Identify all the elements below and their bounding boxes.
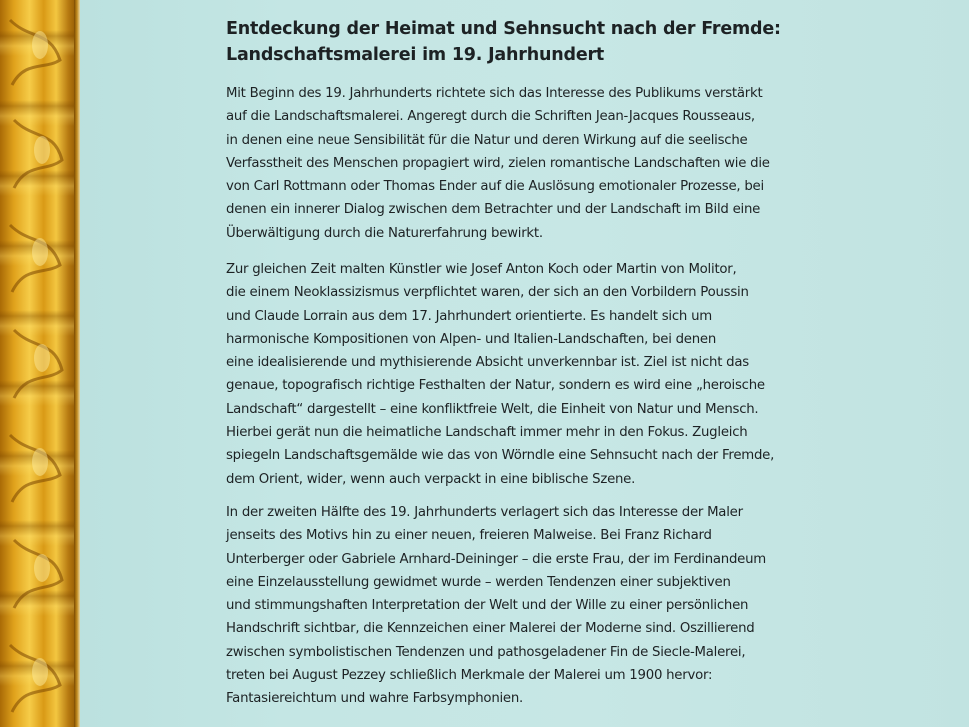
text-line: genaue, topografisch richtige Festhalten der Natur, sondern es wird eine „heroische (226, 378, 765, 394)
text-line: Landschaft“ dargestellt – eine konfliktfreie Welt, die Einheit von Natur und Mensch. (226, 401, 759, 417)
text-line: und stimmungshaften Interpretation der Welt und der Wille zu einer persönlichen (226, 598, 749, 614)
text-line: In der zweiten Hälfte des 19. Jahrhunderts verlagert sich das Interesse der Maler (226, 505, 743, 520)
text-line: treten bei August Pezzey schließlich Merkmale der Malerei um 1900 hervor: (226, 668, 713, 684)
text-line: Hierbei gerät nun die heimatliche Landschaft immer mehr in den Fokus. Zugleich (226, 425, 748, 441)
text-line: Zur gleichen Zeit malten Künstler wie Josef Anton Koch oder Martin von Molitor, (226, 262, 737, 277)
text-line: eine Einzelausstellung gewidmet wurde – werden Tendenzen einer subjektiven (226, 574, 731, 590)
heading-line: Landschaftsmalerei im 19. Jahrhundert (226, 45, 605, 65)
frame-shadow-edge (74, 0, 80, 727)
text-line: spiegeln Landschaftsgemälde wie das von Wörndle eine Sehnsucht nach der Fremde, (226, 448, 775, 464)
text-line: harmonische Kompositionen von Alpen- und Italien-Landschaften, bei denen (226, 331, 717, 347)
text-line: auf die Landschaftsmalerei. Angeregt durch die Schriften Jean-Jacques Rousseaus, (226, 109, 755, 125)
text-line: in denen eine neue Sensibilität für die Natur und deren Wirkung auf die seelische (226, 132, 748, 148)
text-line: eine idealisierende und mythisierende Absicht unverkennbar ist. Ziel ist nicht das (226, 355, 749, 371)
heading-line: Entdeckung der Heimat und Sehnsucht nach der Fremde: (226, 19, 781, 39)
text-line: die einem Neoklassizismus verpflichtet waren, der sich an den Vorbildern Poussin (226, 285, 749, 301)
text-line: von Carl Rottmann oder Thomas Ender auf die Auslösung emotionaler Prozesse, bei (226, 179, 764, 195)
paragraph-1 (226, 82, 826, 245)
paragraph-3 (226, 501, 826, 711)
text-line: denen ein innerer Dialog zwischen dem Betrachter und der Landschaft im Bild eine (226, 202, 761, 218)
text-line: dem Orient, wider, wenn auch verpackt in eine biblische Szene. (226, 471, 636, 487)
text-line: Verfasstheit des Menschen propagiert wird, zielen romantische Landschaften wie die (226, 155, 770, 171)
text-line: jenseits des Motivs hin zu einer neuen, freieren Malweise. Bei Franz Richard (226, 528, 712, 544)
text-line: Unterberger oder Gabriele Arnhard-Deininger – die erste Frau, der im Ferdinandeum (226, 551, 766, 567)
gilded-frame-edge (0, 0, 78, 727)
panel-heading (226, 16, 826, 68)
ornament-pattern (0, 0, 78, 727)
text-line: Handschrift sichtbar, die Kennzeichen einer Malerei der Moderne sind. Oszillierend (226, 621, 755, 637)
text-line: und Claude Lorrain aus dem 17. Jahrhundert orientierte. Es handelt sich um (226, 308, 712, 324)
text-line: Überwältigung durch die Naturerfahrung bewirkt. (226, 225, 543, 241)
text-line: zwischen symbolistischen Tendenzen und pathosgeladener Fin de Siecle-Malerei, (226, 644, 746, 660)
paragraph-2 (226, 258, 826, 491)
text-line: Mit Beginn des 19. Jahrhunderts richtete sich das Interesse des Publikums verstärkt (226, 86, 763, 101)
text-line: Fantasiereichtum und wahre Farbsymphonien. (226, 691, 524, 707)
